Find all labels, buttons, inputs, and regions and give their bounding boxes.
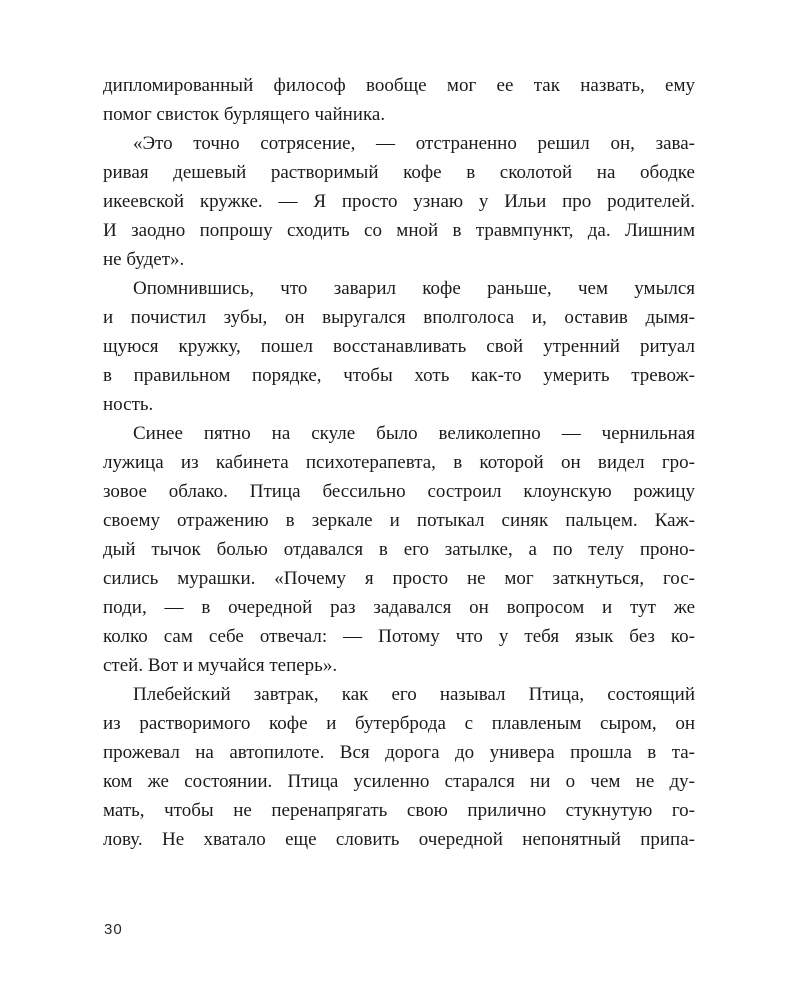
text-line: И заодно попрошу сходить со мной в травмпункт, да. Лишним bbox=[103, 220, 695, 241]
text-line: Синее пятно на скуле было великолепно — чернильная bbox=[133, 423, 695, 444]
text-line: стей. Вот и мучайся теперь». bbox=[103, 655, 338, 676]
text-line: Плебейский завтрак, как его называл Птица, состоящий bbox=[133, 684, 695, 705]
text-line: ком же состоянии. Птица усиленно старался ни о чем не ду- bbox=[103, 771, 695, 792]
page-text bbox=[103, 71, 695, 854]
text-line: Опомнившись, что заварил кофе раньше, чем умылся bbox=[133, 278, 695, 299]
text-line: колко сам себе отвечал: — Потому что у тебя язык без ко- bbox=[103, 626, 695, 647]
text-line: сились мурашки. «Почему я просто не мог заткнуться, гос- bbox=[103, 568, 695, 589]
text-line: щуюся кружку, пошел восстанавливать свой утренний ритуал bbox=[103, 336, 695, 357]
text-line: зовое облако. Птица бессильно состроил клоунскую рожицу bbox=[103, 481, 695, 502]
text-line: лужица из кабинета психотерапевта, в которой он видел гро- bbox=[103, 452, 695, 473]
text-line: дипломированный философ вообще мог ее так назвать, ему bbox=[103, 75, 695, 96]
text-line: «Это точно сотрясение, — отстраненно решил он, зава- bbox=[133, 133, 695, 154]
paragraph bbox=[103, 680, 695, 854]
text-line: помог свисток бурлящего чайника. bbox=[103, 104, 386, 125]
paragraph bbox=[103, 419, 695, 680]
text-line: лову. Не хватало еще словить очередной непонятный припа- bbox=[103, 829, 695, 850]
text-line: ность. bbox=[103, 394, 154, 415]
text-line: из растворимого кофе и бутерброда с плавленым сыром, он bbox=[103, 713, 695, 734]
page-footer bbox=[104, 921, 123, 938]
text-line: дый тычок болью отдавался в его затылке, а по телу проно- bbox=[103, 539, 695, 560]
paragraph bbox=[103, 71, 695, 129]
paragraph bbox=[103, 274, 695, 419]
text-line: не будет». bbox=[103, 249, 185, 270]
paragraph bbox=[103, 129, 695, 274]
text-line: прожевал на автопилоте. Вся дорога до универа прошла в та- bbox=[103, 742, 695, 763]
text-line: и почистил зубы, он выругался вполголоса и, оставив дымя- bbox=[103, 307, 695, 328]
text-line: икеевской кружке. — Я просто узнаю у Ильи про родителей. bbox=[103, 191, 695, 212]
text-line: ривая дешевый растворимый кофе в сколотой на ободке bbox=[103, 162, 695, 183]
page-number: 30 bbox=[104, 921, 123, 938]
text-line: своему отражению в зеркале и потыкал синяк пальцем. Каж- bbox=[103, 510, 695, 531]
text-line: мать, чтобы не перенапрягать свою прилично стукнутую го- bbox=[103, 800, 695, 821]
text-line: поди, — в очередной раз задавался он вопросом и тут же bbox=[103, 597, 695, 618]
text-line: в правильном порядке, чтобы хоть как-то умерить тревож- bbox=[103, 365, 695, 386]
